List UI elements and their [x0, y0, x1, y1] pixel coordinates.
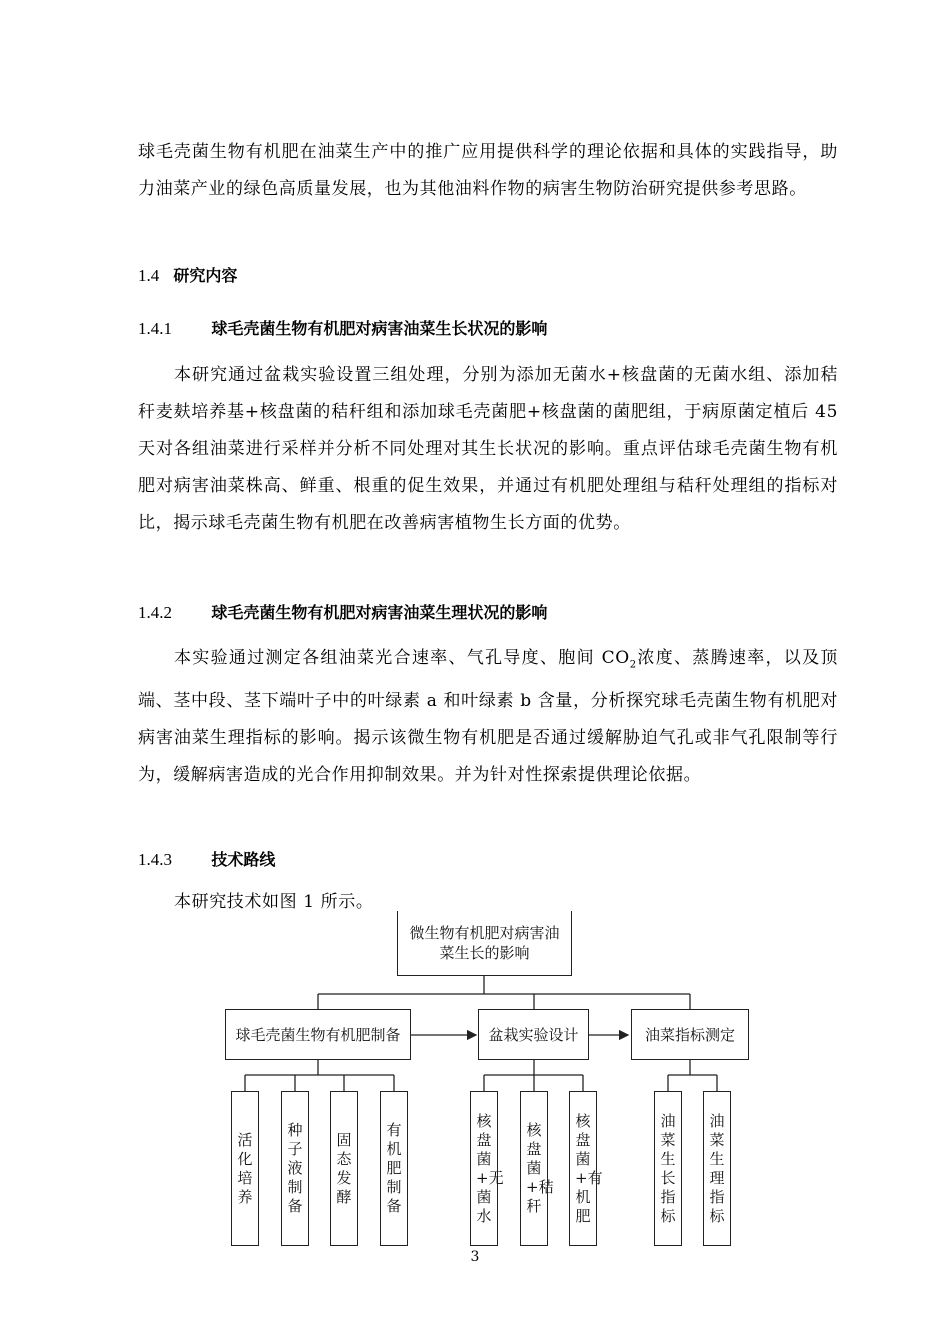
node-label: 球毛壳菌生物有机肥制备: [235, 1025, 401, 1044]
section-number: 1.4.1: [138, 319, 172, 338]
intro-paragraph: 球毛壳菌生物有机肥在油菜生产中的推广应用提供科学的理论依据和具体的实践指导，助力油菜产业的绿色高质量发展，也为其他油料作物的病害生物防治研究提供参考思路。: [138, 142, 838, 199]
flowchart-node-group-organic-fertilizer: [569, 1091, 603, 1246]
node-label: 有机肥制备: [386, 1121, 402, 1215]
section-1-4-3-body: 本研究技术如图 1 所示。: [174, 892, 374, 912]
page-number: 3: [470, 1249, 480, 1265]
flowchart-node-fertilizer-prep: [225, 1009, 411, 1060]
section-title: 球毛壳菌生物有机肥对病害油菜生理状况的影响: [211, 603, 548, 622]
body-text-start: 本实验通过测定各组油菜光合速率、气孔导度、胞间 CO: [174, 648, 630, 668]
root-label: 微生物有机肥对病害油菜生长的影响: [409, 924, 560, 962]
flowchart-node-physiology-index: [703, 1091, 731, 1246]
flowchart-node-group-straw: [520, 1091, 554, 1246]
node-label: 油菜生理指标: [709, 1111, 725, 1225]
node-label: 种子液制备: [287, 1121, 303, 1215]
section-title: 技术路线: [211, 850, 276, 869]
flowchart-node-growth-index: [654, 1091, 682, 1246]
section-title: 球毛壳菌生物有机肥对病害油菜生长状况的影响: [211, 319, 548, 338]
node-label: 核盘菌+秸秆: [526, 1121, 554, 1215]
flowchart-node-activation: [231, 1091, 259, 1246]
section-number: 1.4.2: [138, 603, 172, 622]
node-label: 核盘菌+无菌水: [476, 1111, 504, 1225]
flowchart-node-pot-design: [478, 1009, 589, 1060]
flowchart-node-group-sterile-water: [470, 1091, 504, 1246]
node-label: 核盘菌+有机肥: [575, 1111, 603, 1225]
node-label: 活化培养: [237, 1130, 253, 1206]
flowchart-node-seed-liquid: [281, 1091, 309, 1246]
section-title: 研究内容: [173, 266, 238, 285]
node-label: 固态发酵: [336, 1130, 352, 1206]
flowchart-node-solid-fermentation: [330, 1091, 358, 1246]
node-label: 油菜指标测定: [644, 1025, 735, 1044]
co2-subscript: 2: [629, 659, 637, 671]
flowchart-node-fertilizer-making: [380, 1091, 408, 1246]
section-number: 1.4: [138, 266, 160, 285]
node-label: 盆栽实验设计: [488, 1025, 579, 1044]
flowchart-node-index-measure: [631, 1009, 749, 1060]
node-label: 油菜生长指标: [660, 1111, 676, 1225]
flowchart-root-node: [397, 911, 572, 976]
section-1-4-1-body: 本研究通过盆栽实验设置三组处理，分别为添加无菌水+核盘菌的无菌水组、添加秸秆麦麸培养基+核盘菌的秸秆组和添加球毛壳菌肥+核盘菌的菌肥组，于病原菌定植后 45 天对各组油菜进行采样并分析不同处理对其生长状况的影响。重点评估球毛壳菌生物有机肥对病害油菜株高、鲜重、根重的促生效果，并通过有机肥处理组与秸秆处理组的指标对比，揭示球毛壳菌生物有机肥在改善病害植物生长方面的优势。: [138, 365, 838, 533]
section-number: 1.4.3: [138, 850, 172, 869]
body-text-end: 浓度、蒸腾速率，以及顶端、茎中段、茎下端叶子中的叶绿素 a 和叶绿素 b 含量，分析探究球毛壳菌生物有机肥对病害油菜生理指标的影响。揭示该微生物有机肥是否通过缓解胁迫气孔或非气孔限制等行为，缓解病害造成的光合作用抑制效果。并为针对性探索提供理论依据。: [138, 648, 838, 786]
